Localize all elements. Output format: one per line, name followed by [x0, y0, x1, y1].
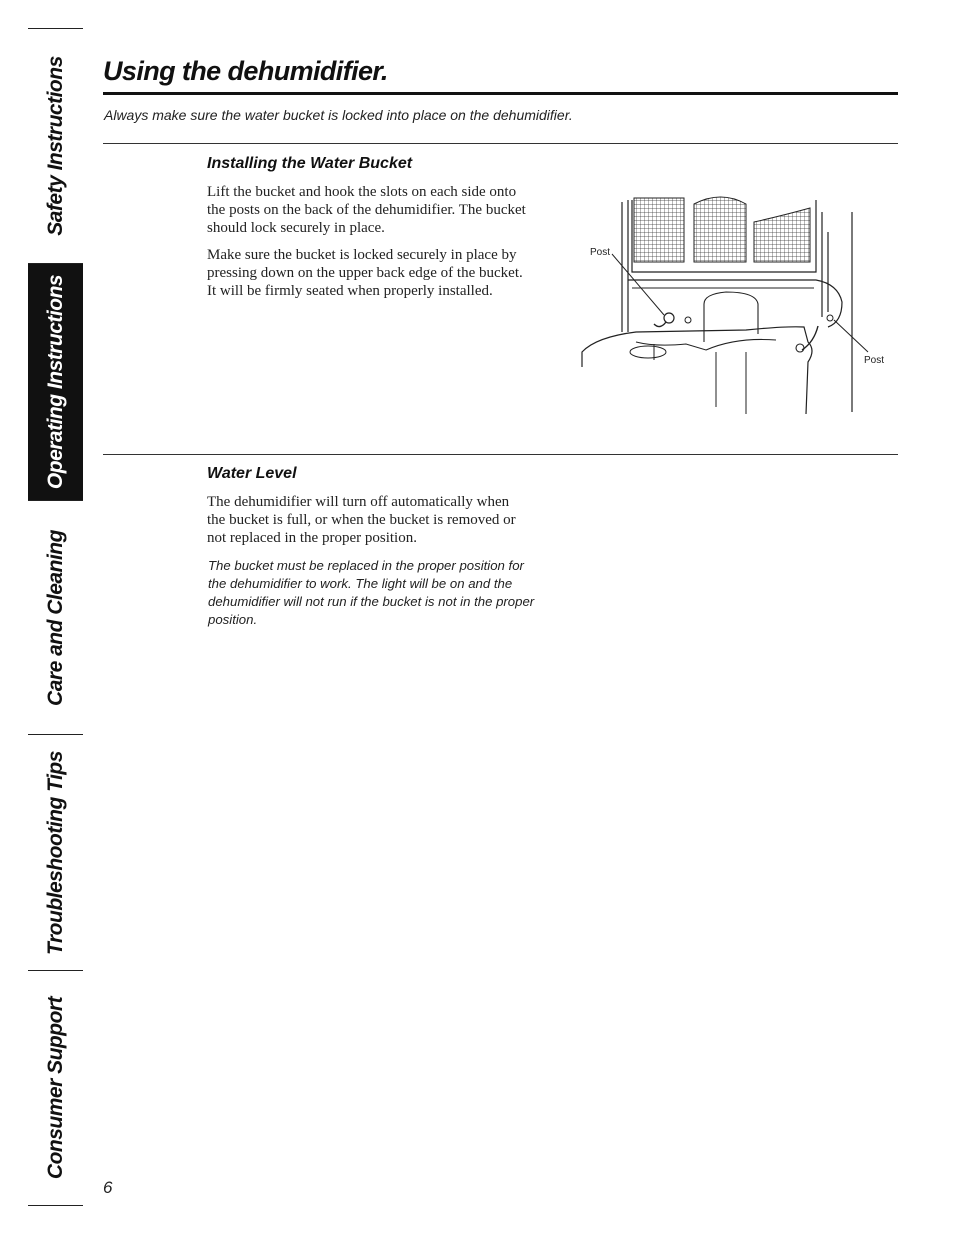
- tab-troubleshooting-tips[interactable]: [28, 734, 83, 970]
- install-heading: Installing the Water Bucket: [207, 155, 413, 172]
- post-marker: [827, 315, 833, 321]
- tab-label: Care and Cleaning: [43, 529, 67, 706]
- filter-grille: [634, 198, 684, 262]
- page-subtitle: Always make sure the water bucket is locked into place on the dehumidifier.: [104, 107, 573, 123]
- page-title: Using the dehumidifier.: [103, 56, 388, 86]
- hook-arrow: [654, 322, 666, 327]
- tab-operating-instructions[interactable]: [28, 263, 83, 500]
- tab-consumer-support[interactable]: [28, 970, 83, 1205]
- section-divider: [103, 143, 898, 144]
- post-callout-right: Post: [864, 355, 885, 366]
- tab-label: Consumer Support: [43, 996, 67, 1180]
- tab-safety-instructions[interactable]: [28, 29, 83, 263]
- side-tabs: [28, 28, 83, 1206]
- install-paragraph: Lift the bucket and hook the slots on each side onto the posts on the back of the dehumidifier. The bucket should lock securely in place.: [207, 184, 526, 236]
- install-paragraph: Make sure the bucket is locked securely in place by pressing down on the upper back edge of the bucket. It will be firmly seated when properly installed.: [207, 247, 523, 299]
- tab-label: Troubleshooting Tips: [43, 750, 67, 955]
- filter-grille: [694, 197, 746, 262]
- post-marker: [664, 313, 674, 323]
- page-number: 6: [103, 1178, 113, 1197]
- post-callout-left: Post: [590, 247, 611, 258]
- water-level-paragraph: The dehumidifier will turn off automatically when the bucket is full, or when the bucket is removed or not replaced in the proper position.: [207, 494, 516, 546]
- tab-label: Safety Instructions: [43, 56, 67, 236]
- post-marker: [796, 344, 804, 352]
- water-level-heading: Water Level: [207, 465, 297, 482]
- section-divider: [103, 454, 898, 455]
- title-divider: [103, 92, 898, 95]
- tab-label: Operating Instructions: [43, 274, 67, 490]
- bucket-install-illustration: [576, 192, 885, 417]
- filter-grille: [754, 208, 810, 262]
- water-level-note: The bucket must be replaced in the proper position for the dehumidifier to work. The light will be on and the dehumidifier will not run if the bucket is not in the proper position.: [208, 558, 535, 627]
- post-marker: [685, 317, 691, 323]
- tab-care-and-cleaning[interactable]: [28, 500, 83, 734]
